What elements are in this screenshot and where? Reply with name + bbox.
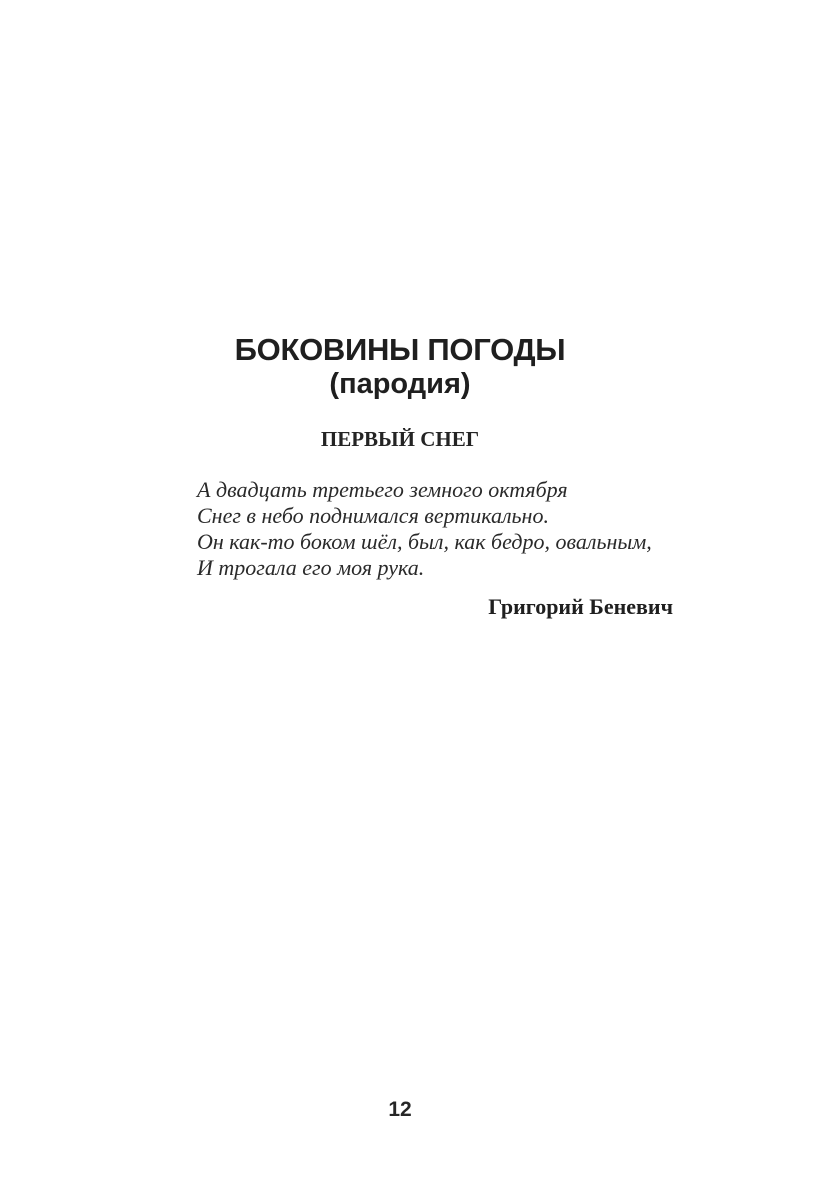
poem-subtitle: (пародия) bbox=[329, 368, 471, 400]
poem-line: Снег в небо поднимался вертикально. bbox=[197, 503, 549, 528]
poem-line: Он как-то боком шёл, был, как бедро, овальным, bbox=[197, 529, 652, 554]
poem-author: Григорий Беневич bbox=[488, 594, 673, 619]
poem-line: А двадцать третьего земного октября bbox=[197, 477, 568, 502]
section-heading: ПЕРВЫЙ СНЕГ bbox=[320, 427, 480, 451]
poem-title-block bbox=[0, 332, 800, 402]
poem-line: И трогала его моя рука. bbox=[197, 555, 425, 580]
poem-stanza bbox=[197, 477, 677, 581]
poem-title: БОКОВИНЫ ПОГОДЫ bbox=[234, 332, 566, 367]
page-number: 12 bbox=[388, 1098, 412, 1121]
